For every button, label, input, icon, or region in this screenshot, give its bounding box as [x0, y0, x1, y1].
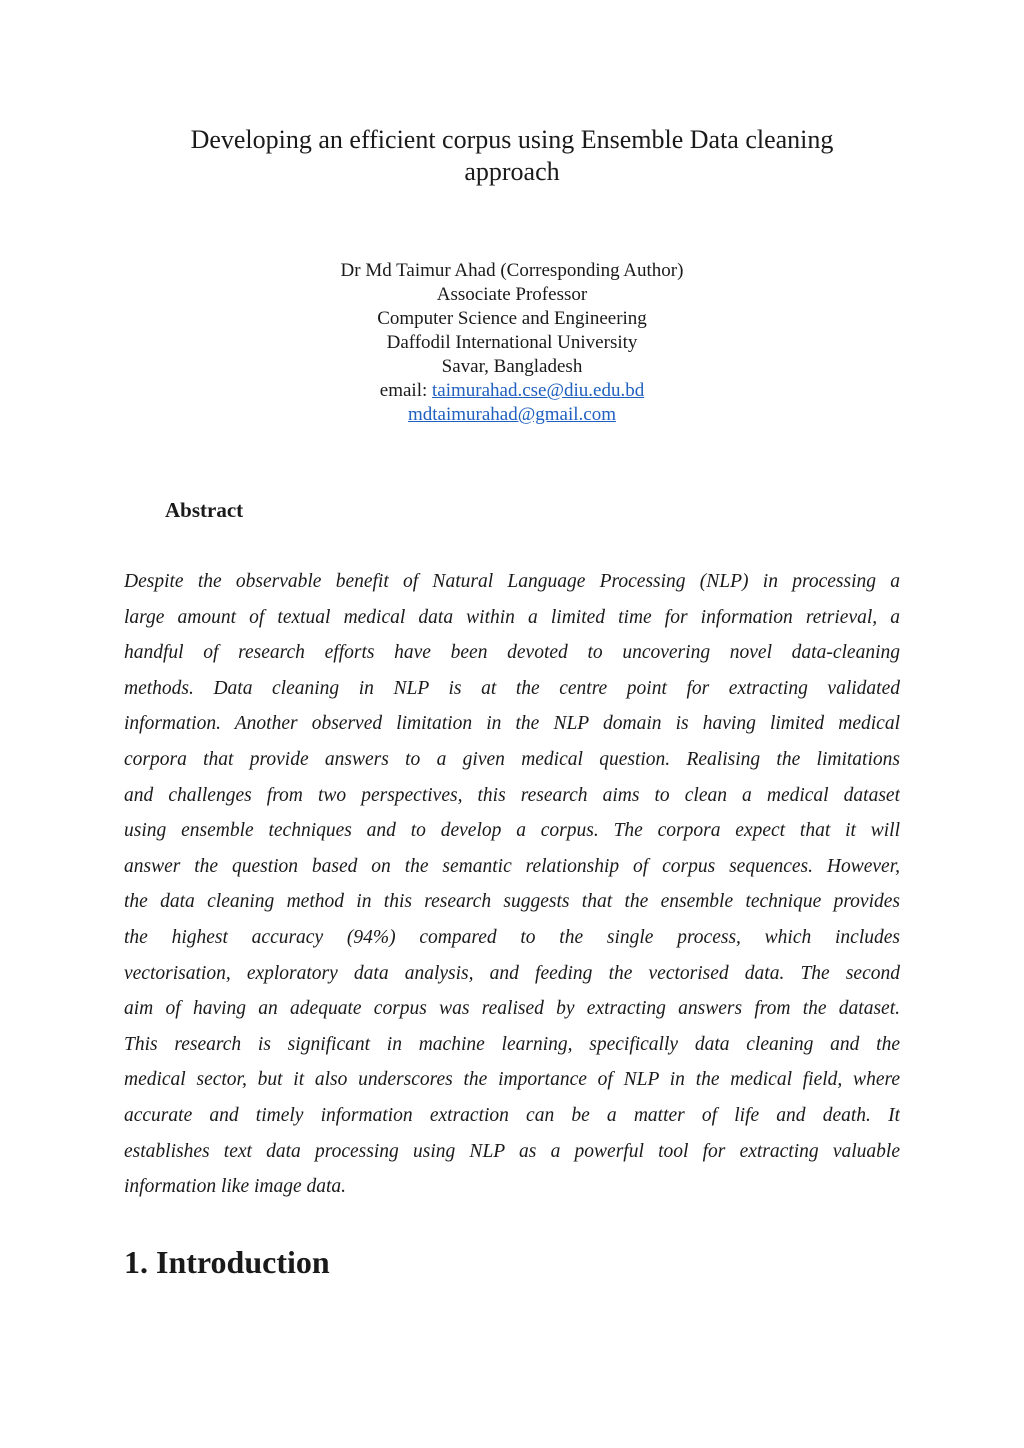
email-label: email:: [379, 380, 433, 401]
abstract-line: large amount of textual medical data within a limited time for information retrieval, a: [124, 606, 900, 628]
author-email-line-secondary: [212, 403, 812, 427]
abstract-line: aim of having an adequate corpus was realised by extracting answers from the dataset.: [124, 998, 900, 1020]
abstract-line: corpora that provide answers to a given medical question. Realising the limitations: [124, 748, 900, 770]
email-link-primary[interactable]: taimurahad.cse@diu.edu.bd: [432, 380, 645, 401]
author-name: Dr Md Taimur Ahad (Corresponding Author): [340, 260, 684, 281]
author-location: Savar, Bangladesh: [441, 356, 583, 377]
author-university: Daffodil International University: [386, 332, 638, 353]
section-heading-introduction: 1. Introduction: [124, 1244, 330, 1280]
abstract-line: the highest accuracy (94%) compared to the single process, which includes: [124, 926, 900, 948]
abstract-line: and challenges from two perspectives, this research aims to clean a medical dataset: [124, 784, 900, 806]
email-link-secondary[interactable]: mdtaimurahad@gmail.com: [408, 404, 616, 425]
abstract-line: vectorisation, exploratory data analysis, and feeding the vectorised data. The second: [124, 962, 900, 984]
abstract-line: handful of research efforts have been devoted to uncovering novel data-cleaning: [124, 642, 900, 664]
abstract-heading: Abstract: [165, 498, 244, 522]
author-email-line: [212, 379, 812, 403]
abstract-line: accurate and timely information extraction can be a matter of life and death. It: [124, 1104, 900, 1126]
abstract-line: This research is significant in machine learning, specifically data cleaning and the: [124, 1033, 900, 1055]
abstract-line: answer the question based on the semantic relationship of corpus sequences. However,: [124, 855, 900, 877]
paper-title: Developing an efficient corpus using Ensemble Data cleaning approach: [190, 125, 834, 186]
abstract-line: medical sector, but it also underscores the importance of NLP in the medical field, where: [124, 1069, 900, 1091]
abstract-line: information like image data.: [124, 1176, 347, 1198]
abstract-line: establishes text data processing using NLP as a powerful tool for extracting valuable: [124, 1140, 900, 1162]
abstract-body: [124, 564, 900, 1205]
abstract-line: Despite the observable benefit of Natural Language Processing (NLP) in processing a: [124, 571, 900, 592]
abstract-line: methods. Data cleaning in NLP is at the centre point for extracting validated: [124, 677, 900, 699]
abstract-line: information. Another observed limitation in the NLP domain is having limited medical: [124, 713, 900, 735]
author-block: [212, 259, 812, 427]
author-position: Associate Professor: [436, 284, 588, 305]
abstract-line: the data cleaning method in this research suggests that the ensemble technique provides: [124, 891, 900, 913]
author-department: Computer Science and Engineering: [377, 308, 647, 329]
abstract-line: using ensemble techniques and to develop a corpus. The corpora expect that it will: [124, 820, 900, 842]
